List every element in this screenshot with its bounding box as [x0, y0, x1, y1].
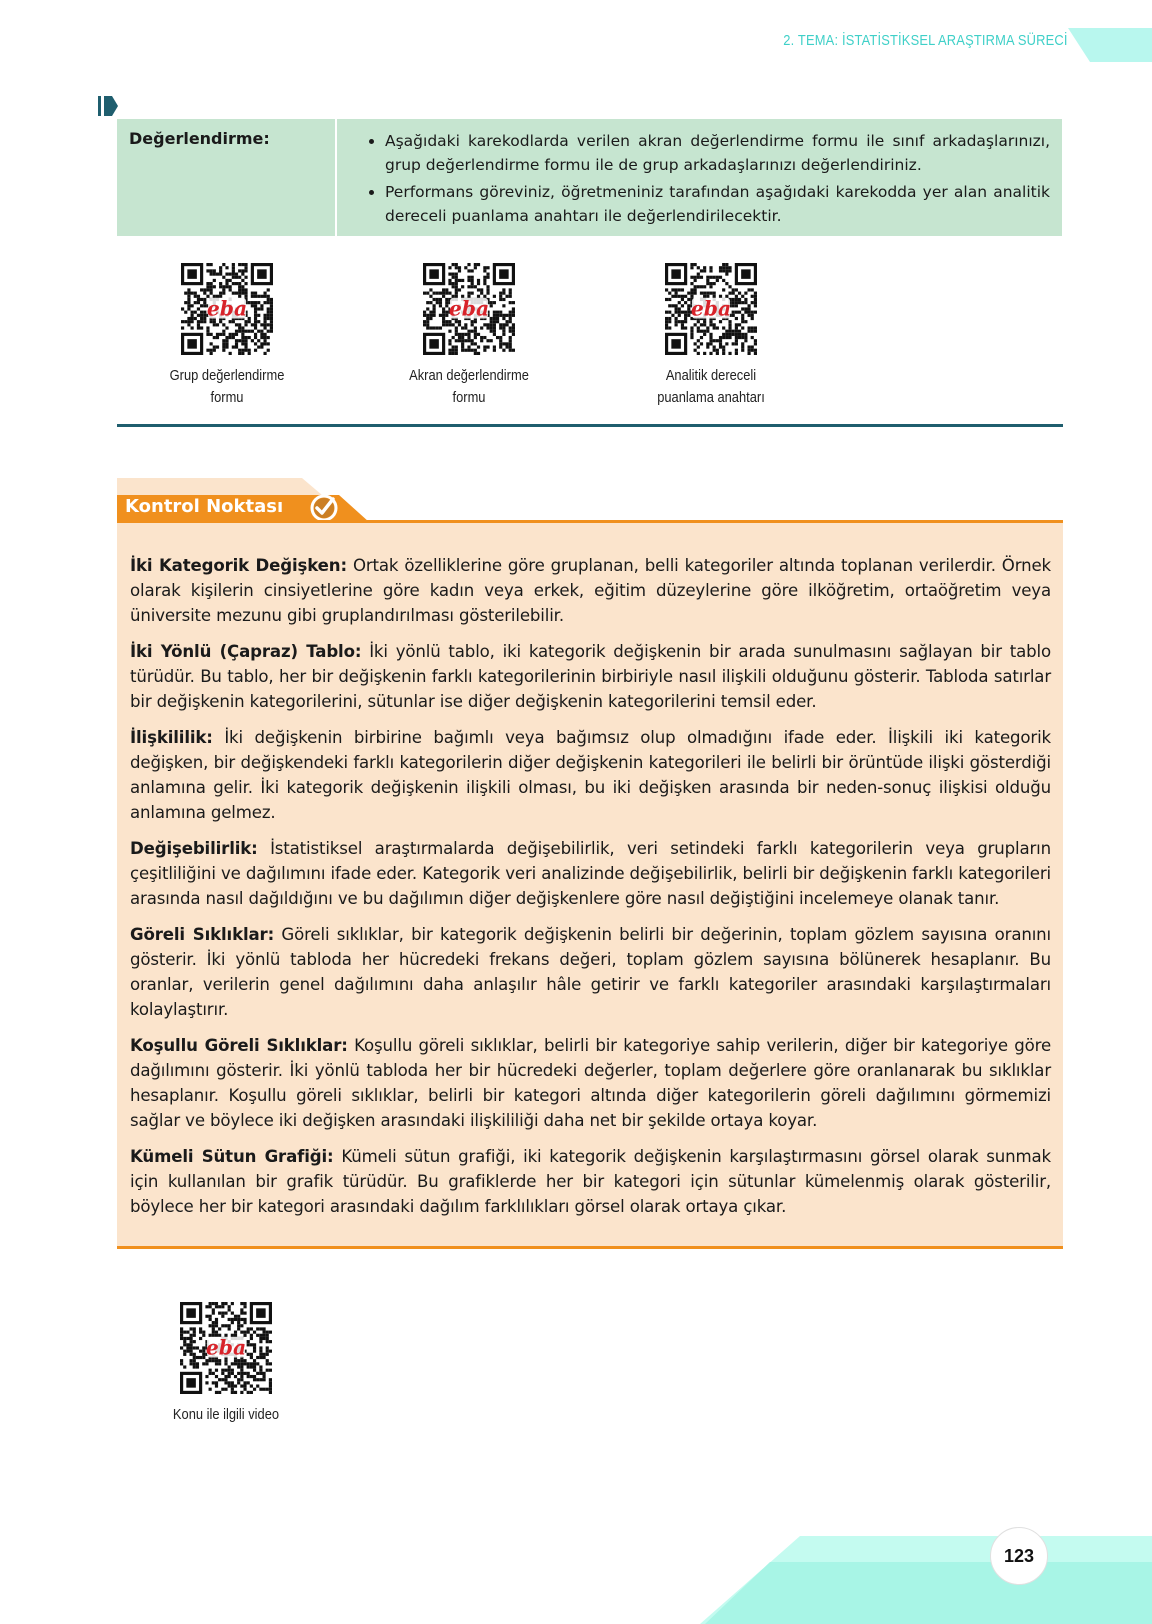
qr-caption: Akran değerlendirme formu [409, 367, 529, 406]
eba-logo: eba [448, 296, 490, 321]
eba-logo: eba [206, 296, 248, 321]
definition-text: Göreli sıklıklar, bir kategorik değişkenin belirli bir değerinin, toplam gözlem sayısına oranını gösterir. İki yönlü tabloda her hücredeki frekans değeri, toplam gözlem sayısına bölünerek hesaplanır. Bu oranlar, verilerin genel dağılımını daha anlaşılır hâle getirir ve farklı kategoriler arasındaki karşılaştırmaları kolaylaştırır. [130, 925, 1051, 1019]
definition-term: Kümeli Sütun Grafiği: [130, 1147, 334, 1166]
page-number: 123 [990, 1527, 1048, 1585]
definition-text: İki yönlü tablo, iki kategorik değişkenin bir arada sunulmasını sağlayan bir tablo türüdür. Bu tablo, her bir değişkenin farklı kategorilerinin birbiriyle nasıl ilişkili olduğunu gösterir. Tabloda satırlar bir değişkenin kategorilerini, sütunlar ise diğer değişkenin kategorilerini temsil eder. [130, 642, 1052, 711]
qr-caption: Analitik dereceli puanlama anahtarı [657, 367, 765, 406]
definition-text: Kümeli sütun grafiği, iki kategorik değişkenin karşılaştırmasını görsel olarak sunmak için kullanılan bir grafik türüdür. Bu grafiklerde her bir kategori için sütunlar kümelenmiş olarak gösterilir, böylece her bir kategori arasındaki dağılım farklılıkları görsel olarak ortaya çıkar. [130, 1147, 1052, 1216]
definition-term: Göreli Sıklıklar: [130, 925, 275, 944]
eba-logo: eba [690, 296, 732, 321]
definition-text: İki değişkenin birbirine bağımlı veya bağımsız olup olmadığını ifade eder. İlişkili iki kategorik değişken, bir değişkendeki farklı kategorilerin diğer değişkenin kategorileri ile belirli bir örüntüde ilişki gösterdiği anlamına gelir. İki kategorik değişkenin ilişkili olması, bu iki değişken arasında bir neden-sonuç ilişkisi olduğu anlamına gelmez. [130, 728, 1052, 822]
definition-term: İki Yönlü (Çapraz) Tablo: [130, 642, 362, 661]
definition-term: Koşullu Göreli Sıklıklar: [130, 1036, 348, 1055]
definition-term: İlişkililik: [130, 728, 213, 747]
definition-text: İstatistiksel araştırmalarda değişebilirlik, veri setindeki farklı kategorilerin veya grupların çeşitliliğini ve dağılımını ifade eder. Kategorik veri analizinde değişebilirlik, belirli bir değişkenin farklı kategorileri arasında nasıl dağıldığını ve bu dağılımın diğer değişkenlere göre nasıl değiştiğini incelemeye olanak tanır. [130, 839, 1051, 908]
qr-caption: Grup değerlendirme formu [169, 367, 285, 406]
theme-title: 2. TEMA: İSTATİSTİKSEL ARAŞTIRMA SÜRECİ [783, 32, 1068, 49]
evaluation-item: • Performans göreviniz, öğretmeniniz tarafından aşağıdaki karekodda yer alan analitik dereceli puanlama anahtarı ile değerlendirilecektir. [385, 180, 1050, 228]
evaluation-item: • Aşağıdaki karekodlarda verilen akran değerlendirme formu ile sınıf arkadaşlarınızı, grup değerlendirme formu ile de grup arkadaşlarınızı değerlendiriniz. [385, 129, 1050, 177]
definition-text: Ortak özelliklerine göre gruplanan, belli kategoriler altında toplanan verilerdir. Örnek olarak kişilerin cinsiyetlerine göre kadın veya erkek, eğitim düzeylerine göre ilköğretim, ortaöğretim veya üniversite mezunu gibi gruplandırılması gösterilebilir. [130, 556, 1051, 625]
qr-caption: Konu ile ilgili video [172, 1406, 280, 1423]
eba-logo: eba [205, 1335, 247, 1360]
definition-term: İki Kategorik Değişken: [130, 556, 347, 575]
definition-text: Koşullu göreli sıklıklar, belirli bir kategoriye sahip verilerin, diğer bir kategoriye göre dağılımını gösterir. İki yönlü tabloda her bir hücredeki değerler, toplam değerlere göre oranlanarak bu sıklıklar hesaplanır. Koşullu göreli sıklıklar, belirli bir kategori altında diğer kategorilerin göreli dağılımını görmemizi sağlar ve böylece iki değişken arasındaki ilişkililiği daha net bir şekilde ortaya koyar. [130, 1036, 1052, 1130]
definition-term: Değişebilirlik: [130, 839, 258, 858]
evaluation-label: Değerlendirme: [117, 119, 337, 236]
control-point-title: Kontrol Noktası [125, 496, 284, 517]
